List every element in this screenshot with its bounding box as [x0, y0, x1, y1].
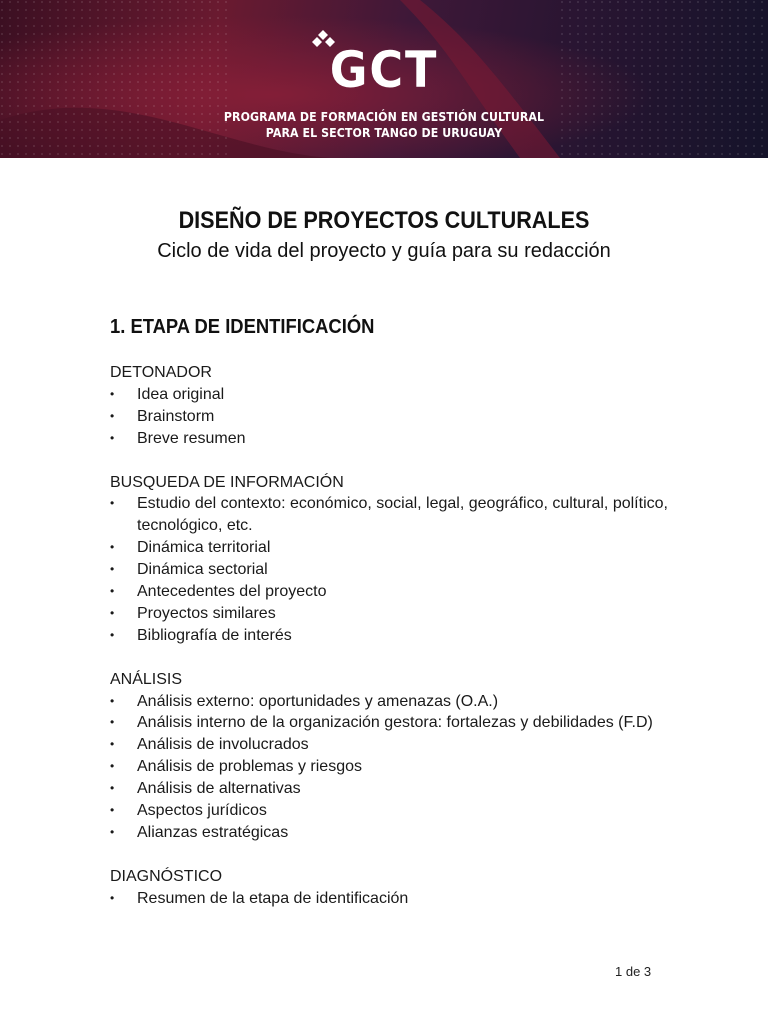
document-title: DISEÑO DE PROYECTOS CULTURALES	[178, 207, 590, 234]
group-heading: DIAGNÓSTICO	[110, 867, 223, 885]
bullet-icon: •	[110, 825, 115, 839]
list-item: • Idea original	[110, 384, 670, 406]
list-item: • Bibliografía de interés	[110, 625, 670, 647]
program-name-line-1: PROGRAMA DE FORMACIÓN EN GESTIÓN CULTURAL	[223, 109, 545, 124]
bullet-icon: •	[110, 408, 115, 423]
list-item: • Análisis de involucrados	[110, 734, 670, 756]
list-item: • Análisis interno de la organización gestora: fortalezas y debilidades (F.D)	[110, 712, 670, 734]
group-heading: ANÁLISIS	[110, 670, 183, 688]
bullet-icon: •	[110, 737, 115, 752]
bullet-list	[110, 691, 670, 844]
list-item: • Aspectos jurídicos	[110, 800, 670, 822]
group-diagnostico	[110, 866, 670, 910]
list-item: • Proyectos similares	[110, 603, 670, 625]
list-item: • Resumen de la etapa de identificación	[110, 888, 670, 910]
bullet-list	[110, 493, 670, 646]
group-busqueda	[110, 472, 670, 647]
list-item: • Brainstorm	[110, 406, 670, 428]
bullet-icon: •	[110, 496, 115, 511]
list-item: • Estudio del contexto: económico, social, legal, geográfico, cultural, político, tecnológico, etc.	[110, 495, 668, 535]
group-analisis	[110, 669, 670, 844]
bullet-icon: •	[110, 605, 115, 620]
header-banner	[0, 0, 768, 158]
bullet-icon: •	[110, 627, 115, 642]
bullet-icon: •	[110, 759, 115, 774]
group-detonador	[110, 362, 670, 450]
list-item: • Alianzas estratégicas	[110, 822, 670, 844]
list-item: • Antecedentes del proyecto	[110, 581, 670, 603]
bullet-list	[110, 888, 670, 910]
bullet-icon: •	[110, 781, 115, 796]
document-subtitle: Ciclo de vida del proyecto y guía para su redacción	[157, 240, 611, 262]
list-item: • Análisis externo: oportunidades y amenazas (O.A.)	[110, 691, 670, 713]
list-item: • Análisis de problemas y riesgos	[110, 756, 670, 778]
bullet-icon: •	[110, 693, 115, 708]
group-heading: BUSQUEDA DE INFORMACIÓN	[110, 473, 344, 491]
bullet-icon: •	[110, 803, 115, 818]
bullet-icon: •	[110, 540, 115, 555]
bullet-icon: •	[110, 430, 115, 445]
bullet-icon: •	[110, 562, 115, 577]
gct-logo-text: GCT	[329, 41, 439, 99]
bullet-icon: •	[110, 890, 115, 905]
section-content	[110, 362, 670, 932]
bullet-list	[110, 384, 670, 450]
list-item: • Breve resumen	[110, 428, 670, 450]
program-name-line-2: PARA EL SECTOR TANGO DE URUGUAY	[265, 125, 503, 140]
bullet-icon: •	[110, 386, 115, 401]
bullet-icon: •	[110, 715, 115, 730]
list-item: • Dinámica sectorial	[110, 559, 670, 581]
page-number: 1 de 3	[615, 964, 652, 979]
list-item: • Dinámica territorial	[110, 537, 670, 559]
section-title: 1. ETAPA DE IDENTIFICACIÓN	[110, 316, 375, 338]
list-item: • Análisis de alternativas	[110, 778, 670, 800]
bullet-icon: •	[110, 584, 115, 599]
group-heading: DETONADOR	[110, 364, 212, 381]
